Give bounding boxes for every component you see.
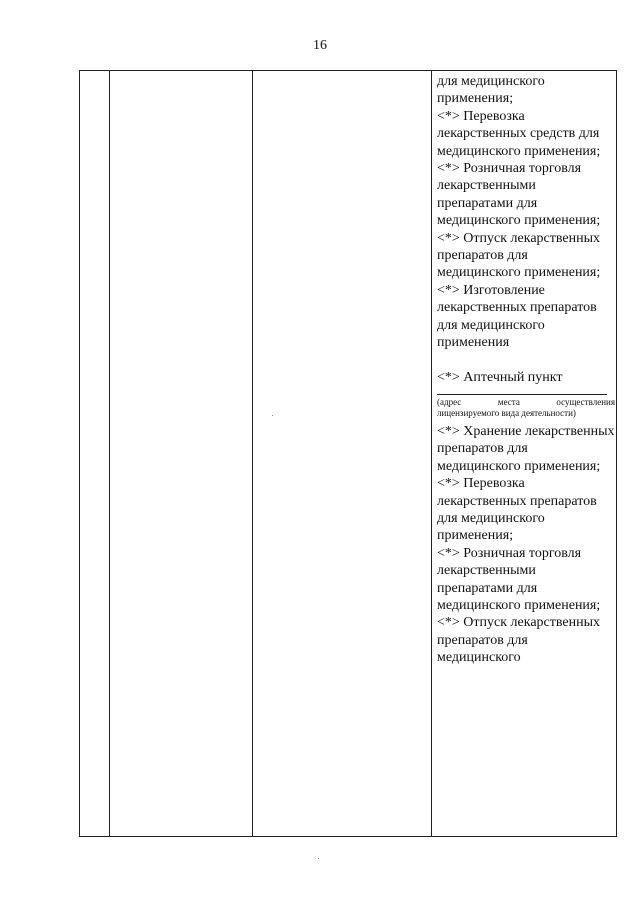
address-caption-line: лицензируемого вида деятельности) — [437, 407, 576, 418]
pharmacy-point-heading: <*> Аптечный пункт — [437, 369, 563, 385]
address-caption — [437, 397, 615, 419]
address-caption-word: места — [497, 396, 520, 407]
scan-speck — [318, 858, 319, 859]
activity-item: <*> Отпуск лекарственных препаратов для медицинского — [437, 615, 600, 666]
activity-item: <*> Розничная торговля лекарственными препаратами для медицинского применения; — [437, 545, 601, 613]
license-table — [79, 70, 617, 837]
column-divider-1 — [109, 71, 110, 836]
activity-list-cell — [437, 73, 615, 667]
activity-item: <*> Изготовление лекарственных препаратов для медицинского применения — [437, 282, 597, 351]
activity-item: <*> Перевозка лекарственных препаратов для медицинского применения; — [437, 476, 597, 544]
address-caption-word: осуществления — [556, 396, 615, 407]
page-number: 16 — [313, 38, 327, 53]
activity-item: <*> Перевозка лекарственных средств для медицинского применения; — [437, 108, 601, 159]
activity-item: <*> Розничная торговля лекарственными препаратами для медицинского применения; — [437, 161, 601, 229]
column-divider-2 — [252, 71, 253, 836]
scan-speck — [272, 415, 273, 416]
address-underline — [437, 394, 607, 395]
activity-item: <*> Хранение лекарственных препаратов для медицинского применения; — [437, 423, 615, 474]
activity-item: для медицинского применения; — [437, 74, 545, 107]
address-caption-word: (адрес — [437, 396, 462, 407]
activity-item: <*> Отпуск лекарственных препаратов для медицинского применения; — [437, 230, 601, 281]
column-divider-3 — [431, 71, 432, 836]
